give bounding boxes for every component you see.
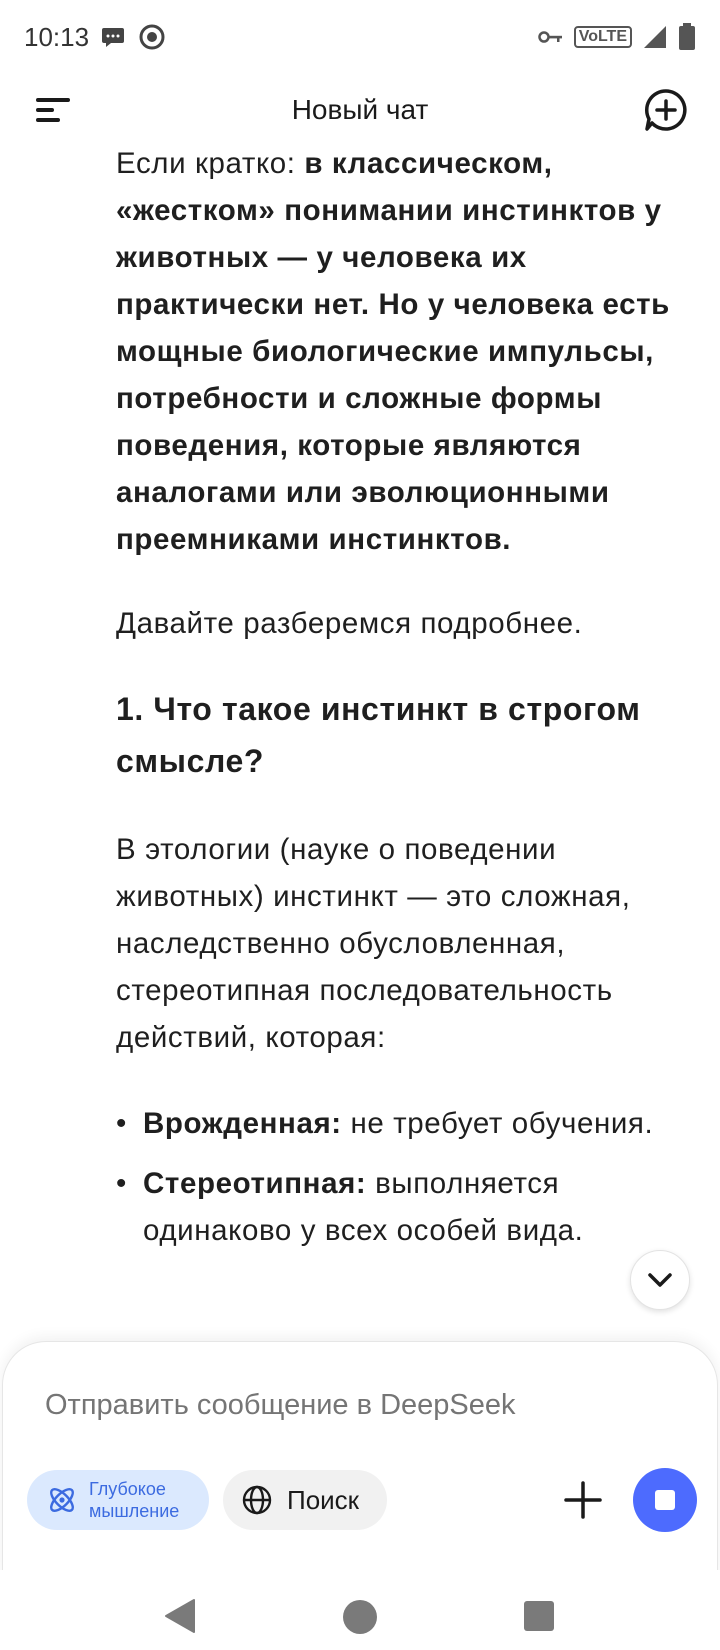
message-composer (2, 1341, 718, 1581)
stop-generation-button[interactable] (633, 1468, 697, 1532)
section-heading: 1. Что такое инстинкт в строгом смысле? (116, 691, 641, 779)
status-bar (0, 0, 720, 74)
deep-think-toggle[interactable] (27, 1470, 209, 1530)
menu-button[interactable] (36, 94, 76, 126)
message-icon (101, 26, 125, 48)
vpn-key-icon (538, 29, 564, 45)
stop-icon (655, 1490, 675, 1510)
summary-bold: в классическом, «жестком» понимании инстинктов у животных — у человека их практически нет. Но у человека есть мощные биологические импульсы, потребности и сложные формы поведения, которые являются аналогами или эволюционными преемниками инстинктов. (116, 147, 670, 556)
scroll-down-button[interactable] (630, 1250, 690, 1310)
bullet-term: Стереотипная: (143, 1167, 367, 1200)
list-item (116, 1160, 696, 1254)
bullet-text: выполняется одинаково у всех особей вида. (143, 1167, 584, 1247)
message-input[interactable] (43, 1382, 663, 1428)
chevron-down-icon (647, 1272, 673, 1288)
app-status-icon (137, 22, 167, 52)
summary-lead: Если кратко: (116, 147, 305, 180)
menu-icon-line (36, 108, 54, 112)
battery-icon (678, 23, 696, 51)
intro-paragraph: Давайте разберемся подробнее. (116, 607, 583, 640)
back-icon[interactable] (164, 1598, 196, 1634)
menu-icon (36, 98, 70, 102)
status-time: 10:13 (24, 21, 90, 52)
assistant-message (116, 140, 696, 1267)
search-toggle[interactable] (223, 1470, 387, 1530)
list-item (116, 1100, 696, 1147)
volte-badge: VoLTE (574, 26, 632, 48)
recent-apps-icon[interactable] (524, 1601, 554, 1631)
bullet-list (116, 1100, 696, 1254)
globe-icon (241, 1484, 273, 1516)
signal-icon (642, 24, 668, 50)
bullet-text: не требует обучения. (341, 1107, 654, 1140)
summary-paragraph (116, 140, 696, 563)
new-chat-icon[interactable] (644, 88, 688, 132)
chat-header (0, 74, 720, 146)
atom-icon (45, 1483, 79, 1517)
system-nav-bar (0, 1570, 720, 1650)
search-label: Поиск (287, 1484, 360, 1515)
deep-think-label: Глубокое мышление (89, 1479, 180, 1521)
home-icon[interactable] (343, 1600, 377, 1634)
menu-icon-line (36, 118, 60, 122)
plus-icon[interactable] (563, 1480, 603, 1520)
bullet-term: Врожденная: (143, 1107, 342, 1140)
page-title: Новый чат (291, 94, 429, 125)
definition-paragraph: В этологии (науке о поведении животных) инстинкт — это сложная, наследственно обусловленная, стереотипная последовательность действий, которая: (116, 833, 631, 1054)
